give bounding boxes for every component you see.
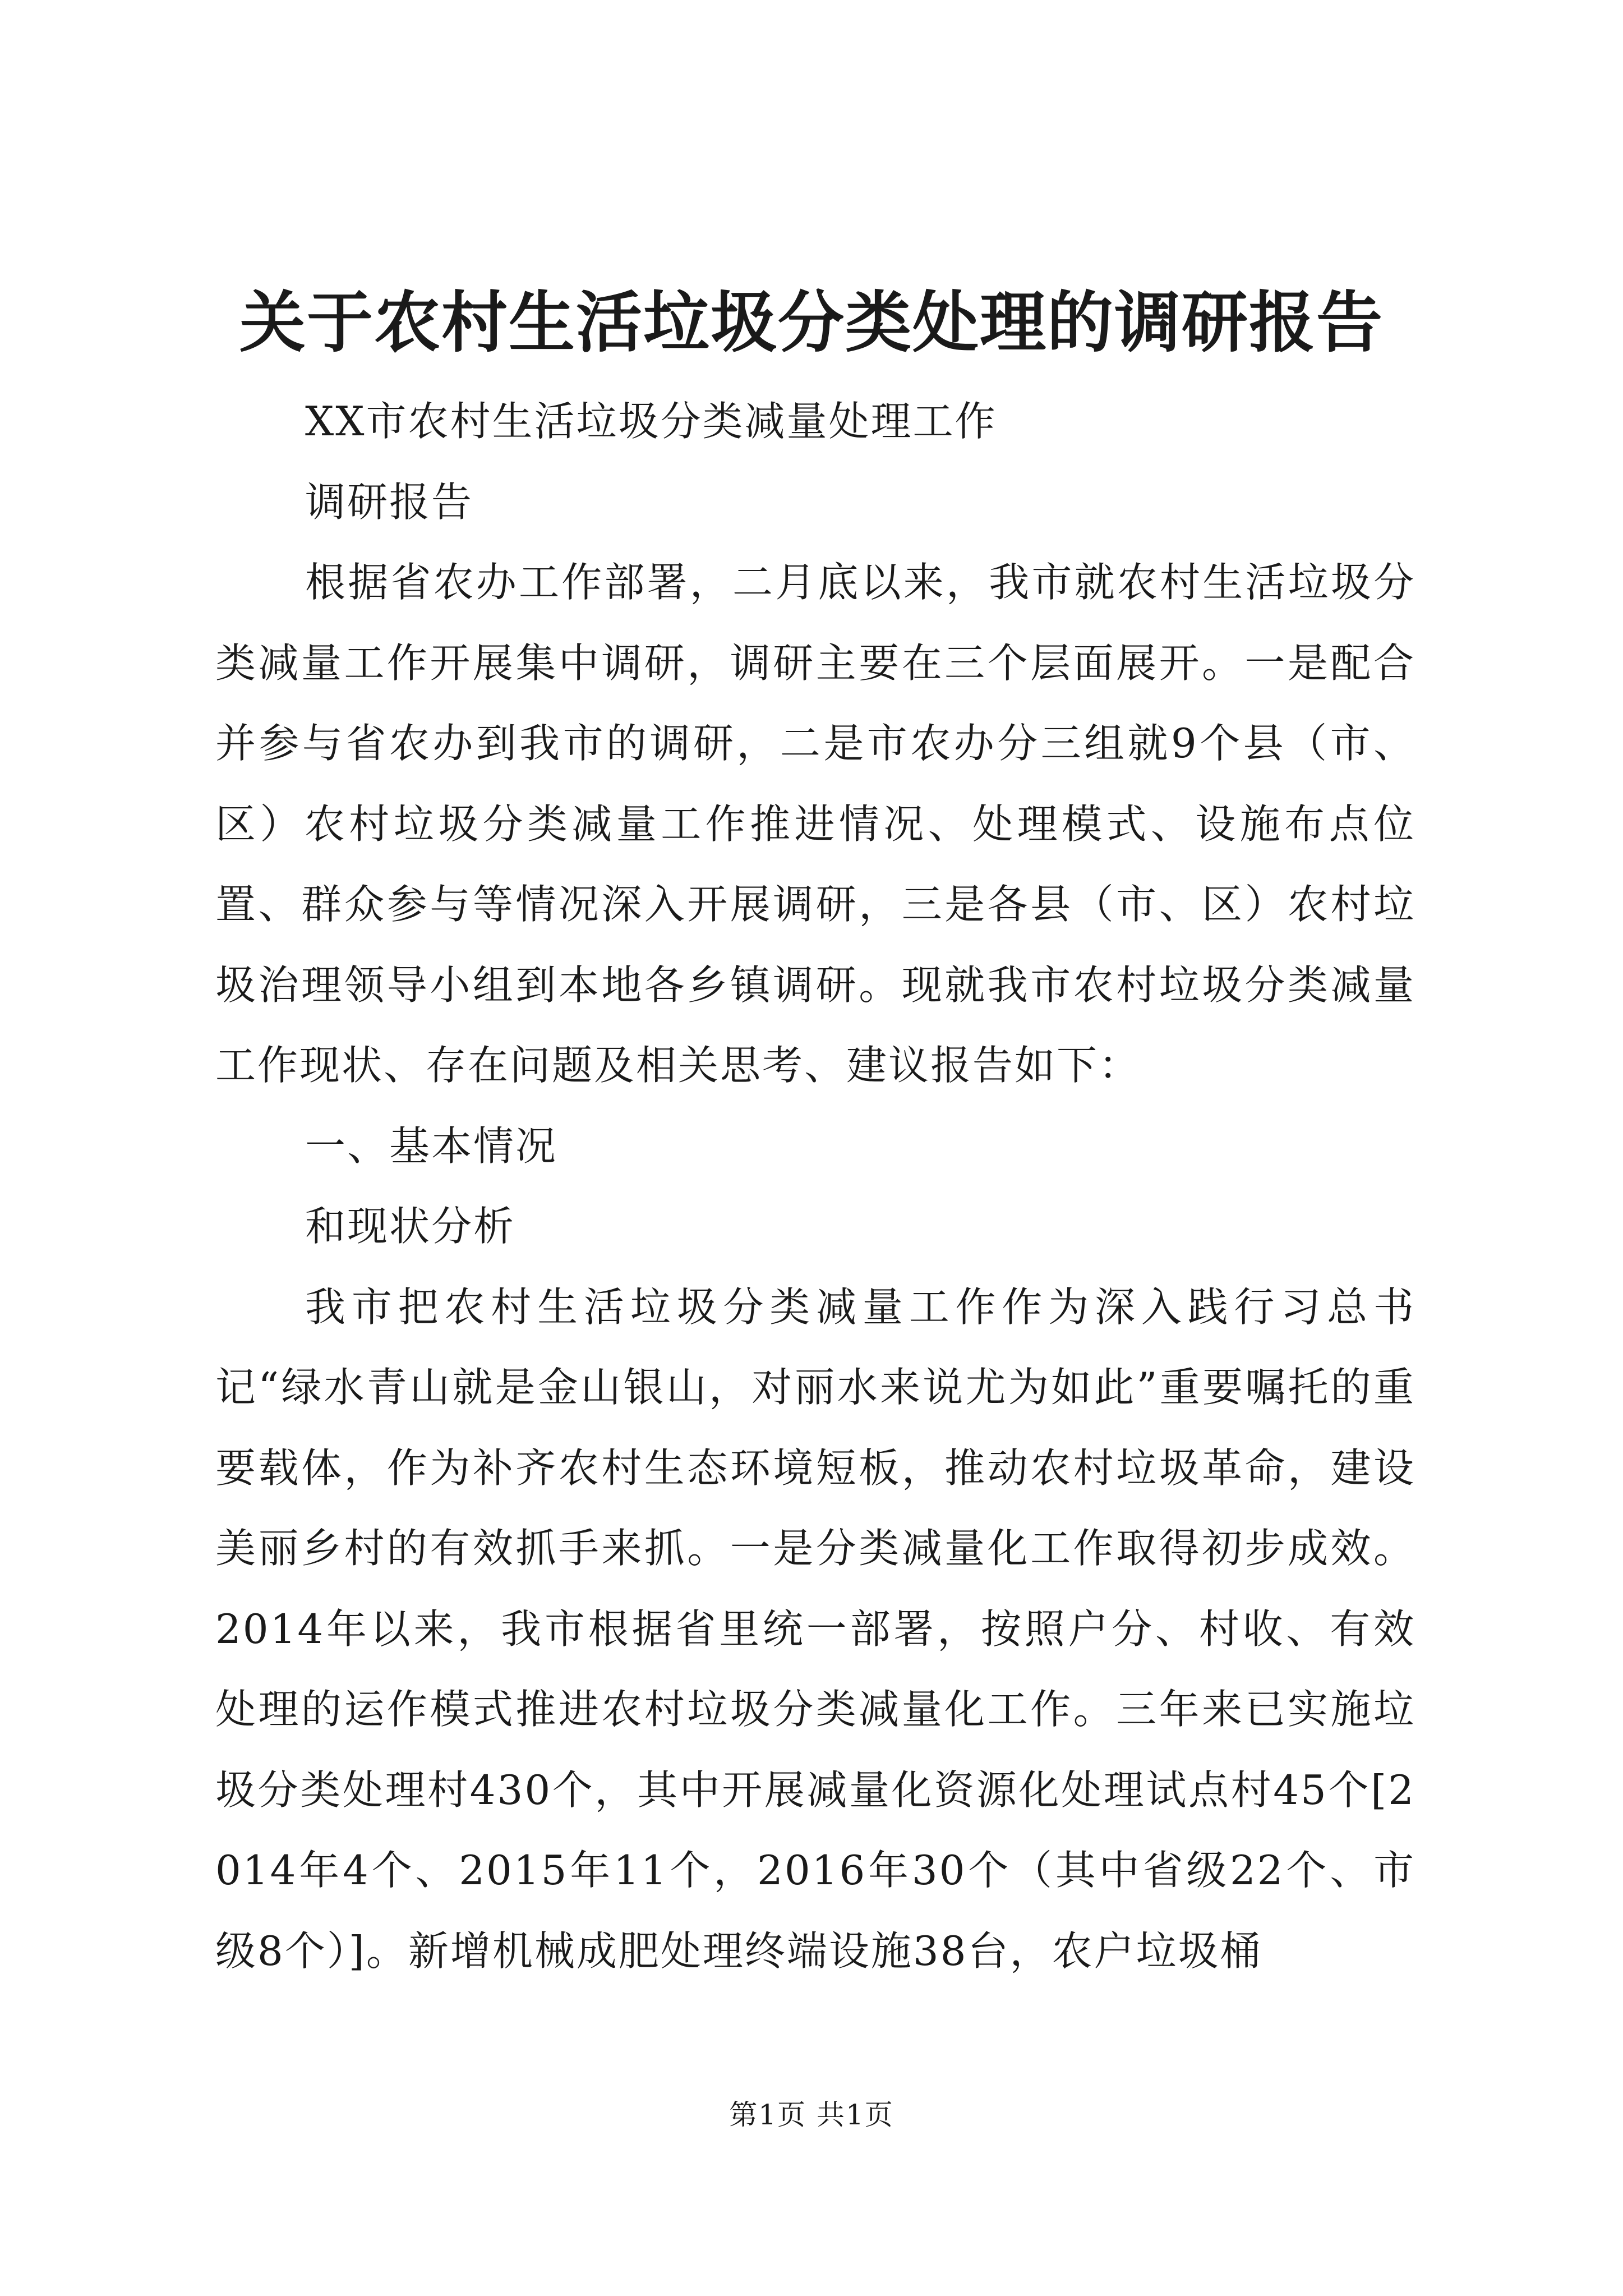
paragraph-status: 我市把农村生活垃圾分类减量工作作为深入践行习总书记“绿水青山就是金山银山，对丽水来说尤为如此”重要嘱托的重要载体，作为补齐农村生态环境短板，推动农村垃圾革命，建设美丽乡村的有效抓手来抓。一是分类减量化工作取得初步成效。2014年以来，我市根据省里统一部署，按照户分、村收、有效处理的运作模式推进农村垃圾分类减量化工作。三年来已实施垃圾分类处理村430个，其中开展减量化资源化处理试点村45个[2014年4个、2015年11个，2016年30个（其中省级22个、市级8个）]。新增机械成肥处理终端设施38台，农户垃圾桶 <box>215 1283 1415 1975</box>
section-heading-1: 一、基本情况 <box>305 1122 558 1170</box>
section-heading-1-cont: 和现状分析 <box>305 1203 516 1250</box>
page-footer: 第1页 共1页 <box>729 2099 894 2131</box>
paragraph-intro: 根据省农办工作部署，二月底以来，我市就农村生活垃圾分类减量工作开展集中调研，调研主要在三个层面展开。一是配合并参与省农办到我市的调研，二是市农办分三组就9个县（市、区）农村垃圾分类减量工作推进情况、处理模式、设施布点位置、群众参与等情况深入开展调研，三是各县（市、区）农村垃圾治理领导小组到本地各乡镇调研。现就我市农村垃圾分类减量工作现状、存在问题及相关思考、建议报告如下： <box>215 559 1415 1089</box>
subtitle-line-1: XX市农村生活垃圾分类减量处理工作 <box>305 398 997 445</box>
document-title: 关于农村生活垃圾分类处理的调研报告 <box>239 283 1384 361</box>
document-body <box>215 381 1415 1991</box>
subtitle-line-2: 调研报告 <box>305 478 474 526</box>
